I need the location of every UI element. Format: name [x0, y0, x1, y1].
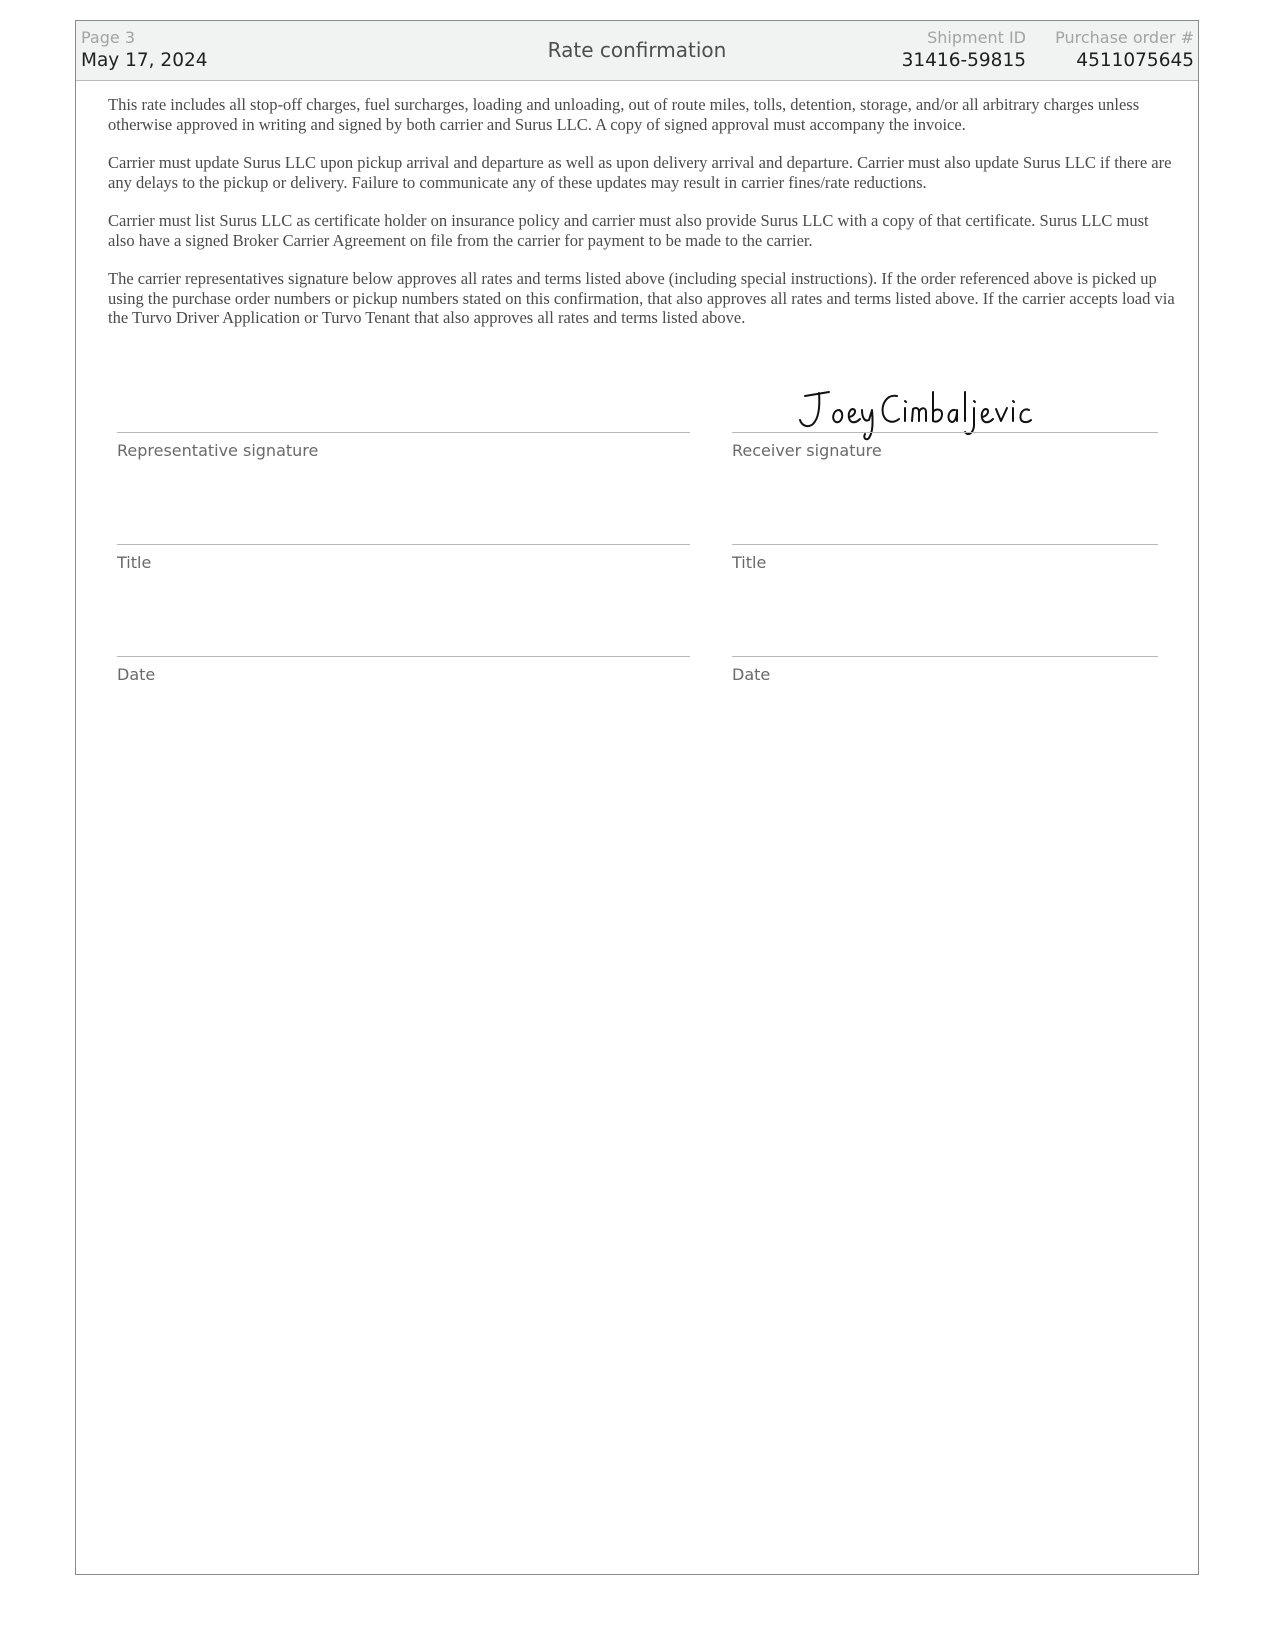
representative-signature-label: Representative signature: [117, 441, 319, 460]
terms-section: [108, 95, 1176, 347]
purchase-order-value: 4511075645: [1076, 50, 1194, 71]
representative-date-label: Date: [117, 665, 156, 684]
representative-date-line[interactable]: [117, 656, 690, 657]
receiver-signature-line[interactable]: [732, 432, 1158, 433]
shipment-id-label: Shipment ID: [927, 28, 1026, 47]
receiver-title-label: Title: [732, 553, 767, 572]
terms-paragraph-rates: This rate includes all stop-off charges, fuel surcharges, loading and unloading, out of route miles, tolls, detention, storage, and/or all arbitrary charges unless otherwise approved in writing and signed by both carrier and Surus LLC. A copy of signed approval must accompany the invoice.: [108, 95, 1140, 134]
page-frame: [75, 20, 1199, 1575]
document-date: May 17, 2024: [81, 50, 208, 71]
terms-paragraph-updates: Carrier must update Surus LLC upon pickup arrival and departure as well as upon delivery arrival and departure. Carrier must also update Surus LLC if there are any delays to the pickup or delivery. Failure to communicate any of these updates may result in carrier fines/rate reductions.: [108, 153, 1172, 192]
terms-paragraph-approval: The carrier representatives signature below approves all rates and terms listed above (including special instructions). If the order referenced above is picked up using the purchase order numbers or pickup numbers stated on this confirmation, that also approves all rates and terms listed above. If the carrier accepts load via the Turvo Driver Application or Turvo Tenant that also approves all rates and terms listed above.: [108, 269, 1175, 327]
receiver-date-label: Date: [732, 665, 771, 684]
terms-paragraph-insurance: Carrier must list Surus LLC as certificate holder on insurance policy and carrier must also provide Surus LLC with a copy of that certificate. Surus LLC must also have a signed Broker Carrier Agreement on file from the carrier for payment to be made to the carrier.: [108, 211, 1149, 250]
shipment-id-value: 31416-59815: [901, 50, 1026, 71]
document-title: Rate confirmation: [547, 38, 727, 62]
receiver-signature-label: Receiver signature: [732, 441, 882, 460]
representative-title-label: Title: [117, 553, 152, 572]
document-header: [76, 21, 1198, 81]
receiver-date-line[interactable]: [732, 656, 1158, 657]
representative-signature-line[interactable]: [117, 432, 690, 433]
page-number: Page 3: [81, 28, 135, 47]
receiver-handwritten-signature: [795, 384, 1065, 442]
receiver-title-line[interactable]: [732, 544, 1158, 545]
purchase-order-label: Purchase order #: [1055, 28, 1194, 47]
representative-title-line[interactable]: [117, 544, 690, 545]
